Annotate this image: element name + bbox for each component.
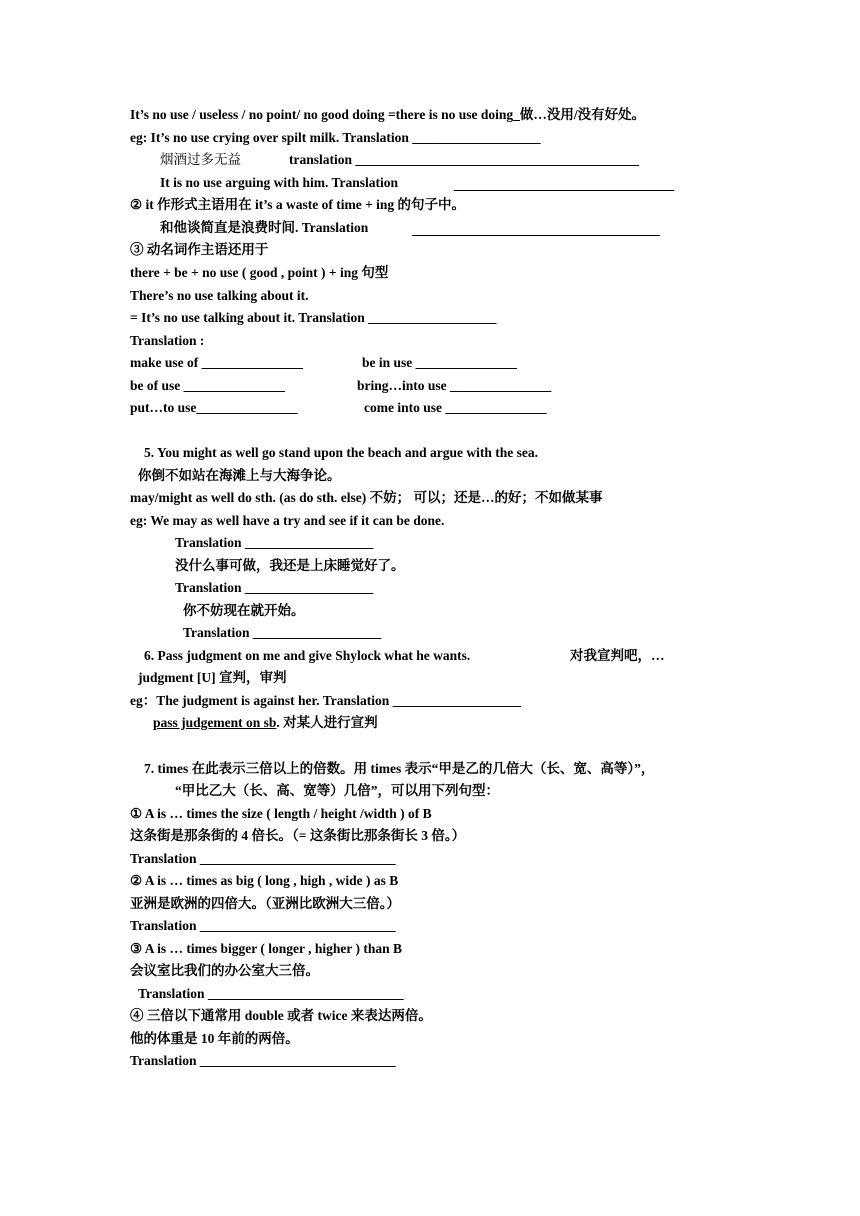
doc-line: 对我宣判吧，…	[570, 648, 665, 663]
doc-line: bring…into use _______________	[357, 378, 552, 393]
doc-line: 7. times 在此表示三倍以上的倍数。用 times 表示“甲是乙的几倍大（长、宽、高等）”，	[144, 761, 655, 776]
answer-blank	[454, 176, 674, 191]
doc-line: be in use _______________	[362, 355, 517, 370]
doc-line	[153, 712, 378, 734]
doc-line: translation __________________________________________	[289, 152, 639, 167]
doc-line: eg: We may as well have a try and see if it can be done.	[130, 513, 445, 528]
doc-line: 你不妨现在就开始。	[183, 603, 305, 618]
phrase-meaning: . 对某人进行宣判	[276, 715, 378, 730]
doc-line: ③ 动名词作主语还用于	[130, 242, 269, 257]
doc-line: It’s no use / useless / no point/ no good doing =there is no use doing_做…没用/没有好处。	[130, 107, 646, 122]
doc-line: make use of _______________	[130, 355, 303, 370]
doc-line: 烟酒过多无益	[160, 152, 241, 168]
doc-line: put…to use_______________	[130, 400, 298, 415]
doc-line: come into use _______________	[364, 400, 547, 415]
doc-line: 你倒不如站在海滩上与大海争论。	[138, 468, 341, 483]
doc-line: ③ A is … times bigger ( longer , higher ) than B	[130, 941, 402, 956]
doc-line: Translation _____________________________	[130, 918, 396, 933]
doc-line: ④ 三倍以下通常用 double 或者 twice 来表达两倍。	[130, 1008, 432, 1023]
answer-blank	[412, 221, 660, 236]
doc-line: ② A is … times as big ( long , high , wide ) as B	[130, 873, 399, 888]
doc-line: 5. You might as well go stand upon the beach and argue with the sea.	[144, 445, 539, 460]
doc-line: ① A is … times the size ( length / height /width ) of B	[130, 806, 432, 821]
doc-line: Translation ___________________	[175, 535, 374, 550]
doc-line: Translation ___________________	[175, 580, 374, 595]
doc-line: may/might as well do sth. (as do sth. else) 不妨； 可以；还是…的好；不如做某事	[130, 490, 603, 505]
doc-line: 6. Pass judgment on me and give Shylock what he wants.	[144, 648, 471, 663]
doc-line: Translation ___________________	[183, 625, 382, 640]
doc-line: 会议室比我们的办公室大三倍。	[130, 963, 319, 978]
doc-line: Translation _____________________________	[138, 986, 404, 1001]
doc-line: judgment [U] 宣判，审判	[138, 670, 287, 685]
doc-line: There’s no use talking about it.	[130, 288, 309, 303]
doc-line: It is no use arguing with him. Translation	[160, 175, 399, 190]
doc-line: eg：The judgment is against her. Translation ___________________	[130, 693, 521, 708]
doc-line: eg: It’s no use crying over spilt milk. Translation ___________________	[130, 130, 541, 145]
doc-line: 和他谈简直是浪费时间. Translation	[160, 220, 369, 235]
doc-line: 他的体重是 10 年前的两倍。	[130, 1031, 299, 1046]
doc-line: Translation _____________________________	[130, 1053, 396, 1068]
doc-line: 这条街是那条街的 4 倍长。（= 这条街比那条街长 3 倍。）	[130, 828, 466, 843]
doc-line: 亚洲是欧洲的四倍大。（亚洲比欧洲大三倍。）	[130, 896, 400, 911]
doc-line: there + be + no use ( good , point ) + ing 句型	[130, 265, 389, 280]
doc-line: Translation _____________________________	[130, 851, 396, 866]
doc-line: be of use _______________	[130, 378, 285, 393]
doc-line: = It’s no use talking about it. Translation ___________________	[130, 310, 497, 325]
doc-line: ② it 作形式主语用在 it’s a waste of time + ing 的句子中。	[130, 197, 466, 212]
doc-line: “甲比乙大（长、高、宽等）几倍”，可以用下列句型：	[175, 783, 499, 798]
underlined-phrase: pass judgement on sb	[153, 715, 277, 730]
doc-line: Translation :	[130, 333, 205, 348]
doc-line: 没什么事可做，我还是上床睡觉好了。	[175, 558, 405, 573]
